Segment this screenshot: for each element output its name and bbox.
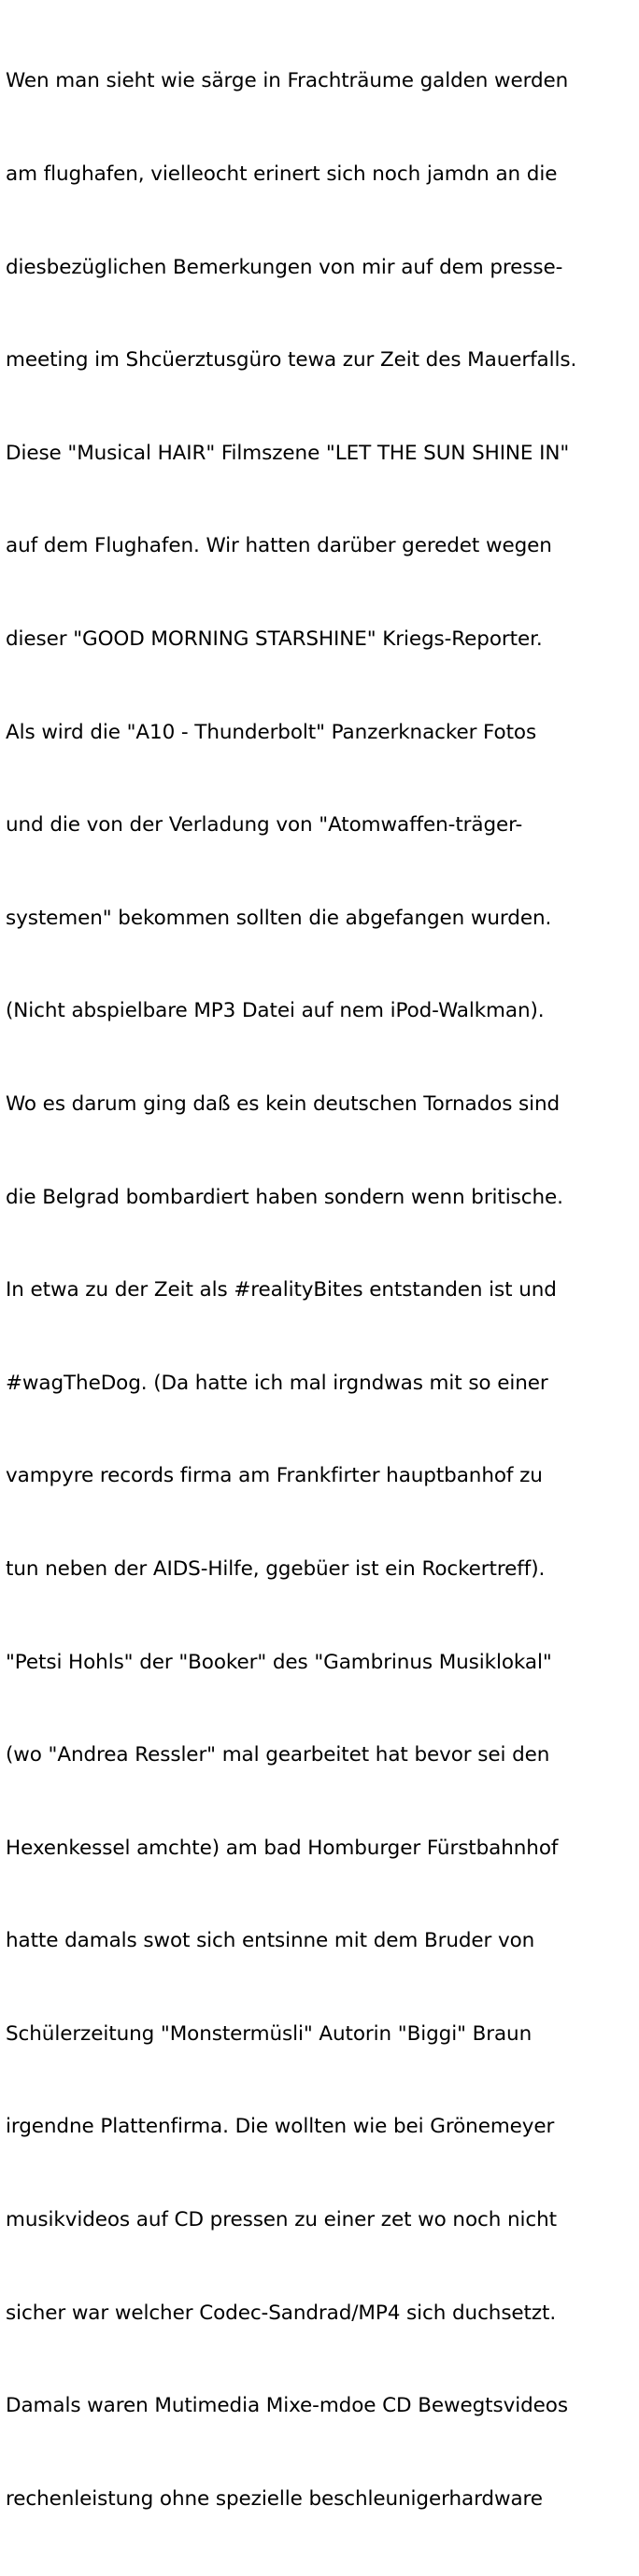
text-line: am flughafen, vielleocht erinert sich noch jamdn an die	[6, 162, 558, 186]
text-line: auf dem Flughafen. Wir hatten darüber geredet wegen	[6, 534, 552, 558]
text-line: sicher war welcher Codec-Sandrad/MP4 sich duchsetzt.	[6, 2301, 557, 2325]
text-line: Wen man sieht wie särge in Frachträume galden werden	[6, 69, 569, 93]
text-line: die Belgrad bombardiert haben sondern wenn britische.	[6, 1185, 563, 1209]
text-line: und die von der Verladung von "Atomwaffen-träger-	[6, 813, 523, 838]
text-line: rechenleistung ohne spezielle beschleunigerhardware	[6, 2486, 543, 2511]
text-line: hatte damals swot sich entsinne mit dem Bruder von	[6, 1929, 535, 1953]
text-line: #wagTheDog. (Da hatte ich mal irgndwas mit so einer	[6, 1371, 548, 1395]
text-line: dieser "GOOD MORNING STARSHINE" Kriegs-Reporter.	[6, 626, 543, 651]
text-line: meeting im Shcüerztusgüro tewa zur Zeit des Mauerfalls.	[6, 348, 577, 373]
text-line: diesbezüglichen Bemerkungen von mir auf dem presse-	[6, 255, 563, 279]
text-line: Schülerzeitung "Monstermüsli" Autorin "Biggi" Braun	[6, 2021, 532, 2046]
document-text-block	[6, 4, 633, 2576]
text-line: Hexenkessel amchte) am bad Homburger Fürstbahnhof	[6, 1836, 559, 1860]
text-line: Als wird die "A10 - Thunderbolt" Panzerknacker Fotos	[6, 720, 537, 744]
text-line: irgendne Plattenfirma. Die wollten wie bei Grönemeyer	[6, 2115, 555, 2139]
text-line: tun neben der AIDS-Hilfe, ggebüer ist ein Rockertreff).	[6, 1556, 546, 1581]
text-line: Diese "Musical HAIR" Filmszene "LET THE SUN SHINE IN"	[6, 441, 570, 465]
text-line: (wo "Andrea Ressler" mal gearbeitet hat bevor sei den	[6, 1743, 550, 1767]
text-line: In etwa zu der Zeit als #realityBites entstanden ist und	[6, 1278, 557, 1302]
text-line: (Nicht abspielbare MP3 Datei auf nem iPod-Walkman).	[6, 999, 545, 1023]
text-line: "Petsi Hohls" der "Booker" des "Gambrinus Musiklokal"	[6, 1650, 552, 1674]
text-line: Damals waren Mutimedia Mixe-mdoe CD Bewegtsvideos	[6, 2394, 568, 2418]
text-line: systemen" bekommen sollten die abgefangen wurden.	[6, 906, 552, 930]
text-line: Wo es darum ging daß es kein deutschen Tornados sind	[6, 1091, 561, 1116]
text-line: vampyre records firma am Frankfirter hauptbanhof zu	[6, 1464, 543, 1488]
text-line: musikvideos auf CD pressen zu einer zet wo noch nicht	[6, 2208, 557, 2232]
